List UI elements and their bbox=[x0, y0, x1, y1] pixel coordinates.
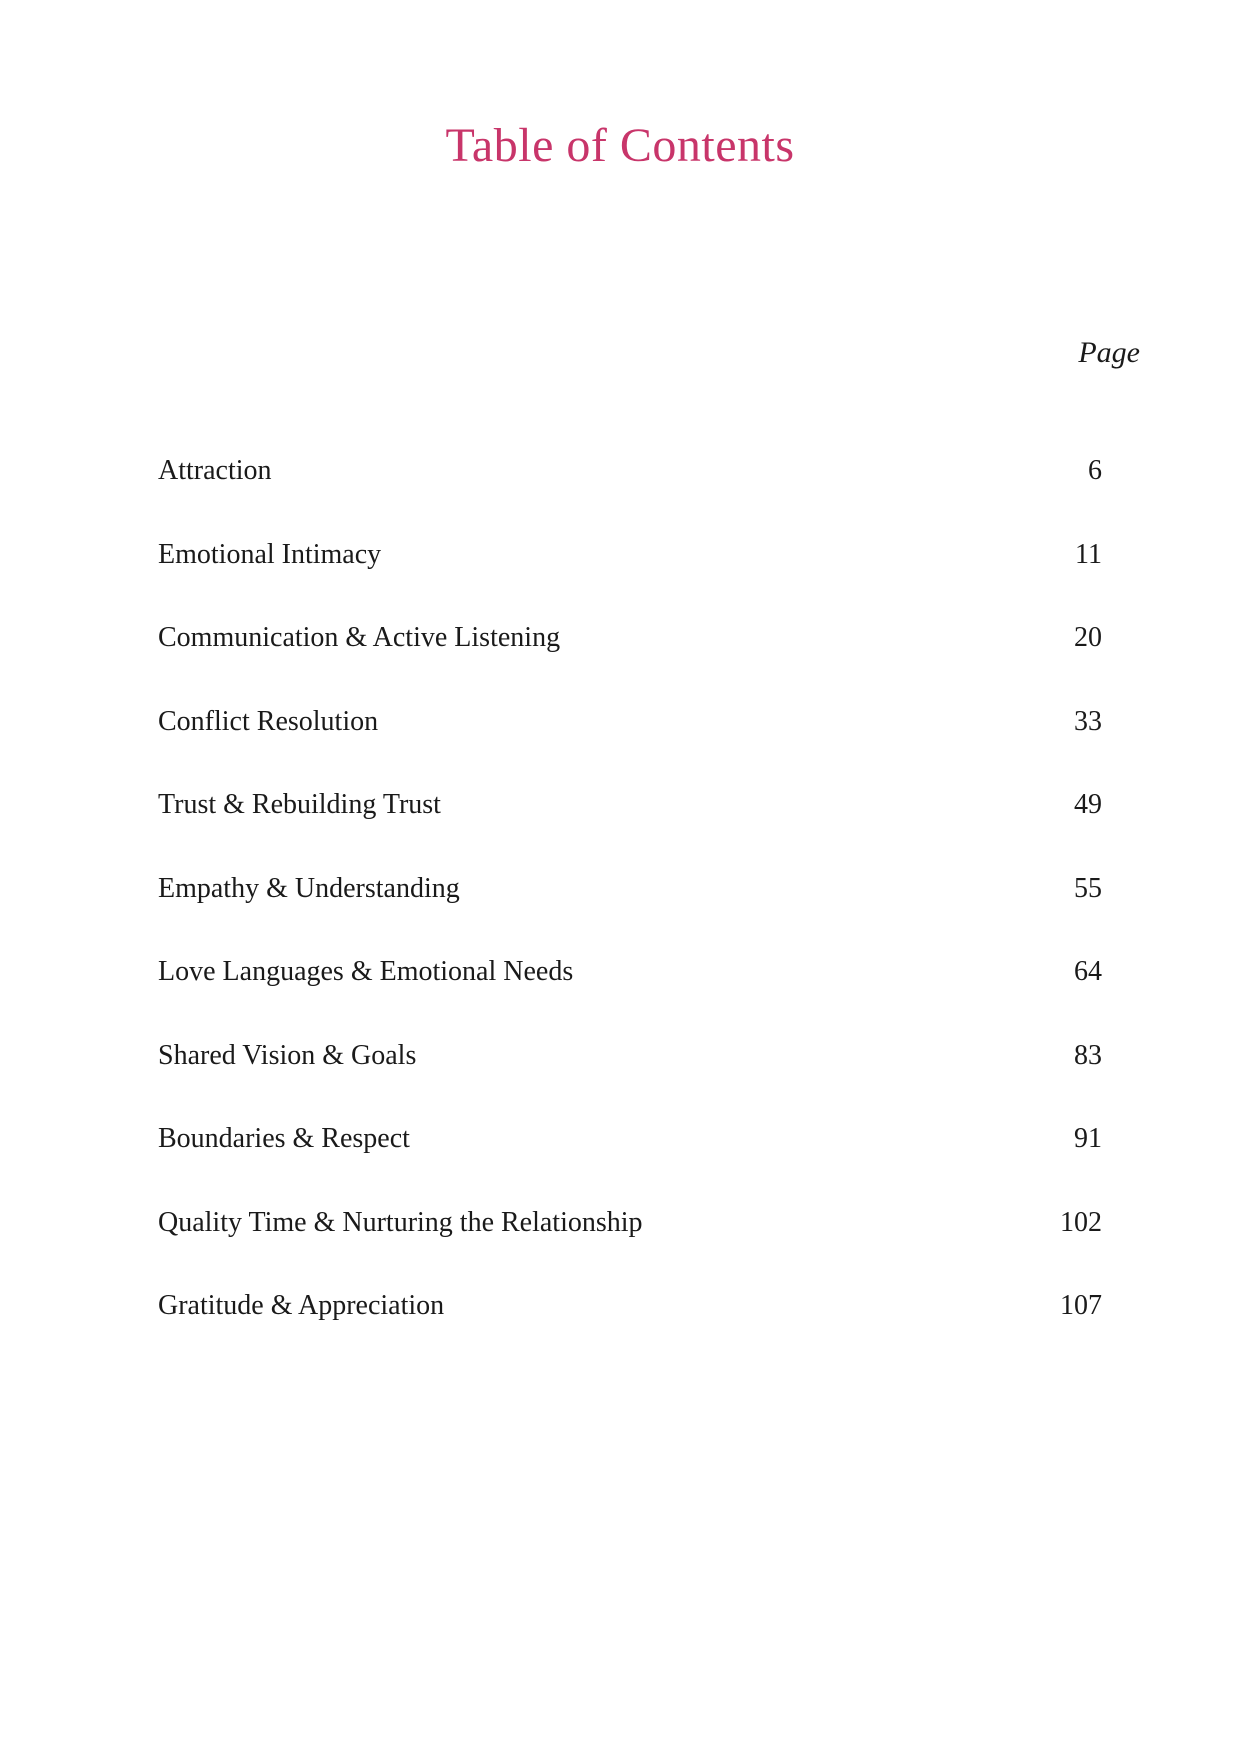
toc-entry-page: 107 bbox=[1060, 1290, 1102, 1321]
toc-entry-page: 11 bbox=[1075, 538, 1102, 570]
toc-entry-title: Empathy & Understanding bbox=[158, 872, 460, 904]
toc-entry-page: 102 bbox=[1060, 1206, 1102, 1238]
toc-entry[interactable] bbox=[158, 872, 1102, 956]
toc-entry-page: 64 bbox=[1074, 956, 1102, 987]
toc-entry-title: Emotional Intimacy bbox=[158, 538, 382, 570]
toc-entry[interactable] bbox=[158, 955, 1102, 1039]
toc-entry-page: 20 bbox=[1074, 622, 1102, 653]
toc-entry-page: 55 bbox=[1074, 872, 1102, 904]
toc-entry-title: Shared Vision & Goals bbox=[158, 1039, 417, 1071]
toc-entry[interactable] bbox=[158, 1289, 1102, 1373]
toc-entry-page: 49 bbox=[1074, 789, 1102, 820]
toc-entry-title: Conflict Resolution bbox=[158, 705, 379, 737]
toc-entry-page: 91 bbox=[1074, 1123, 1102, 1154]
page-column-header: Page bbox=[1078, 336, 1140, 369]
toc-entry[interactable] bbox=[158, 538, 1102, 622]
toc-entry-page: 83 bbox=[1074, 1039, 1102, 1071]
toc-entry-title: Attraction bbox=[158, 455, 272, 486]
toc-entry[interactable] bbox=[158, 1122, 1102, 1206]
toc-entry[interactable] bbox=[158, 705, 1102, 789]
toc-entry[interactable] bbox=[158, 621, 1102, 705]
toc-entry-page: 33 bbox=[1074, 705, 1102, 737]
toc-entry-title: Communication & Active Listening bbox=[158, 622, 561, 653]
toc-entry-title: Love Languages & Emotional Needs bbox=[158, 956, 574, 987]
toc-entry[interactable] bbox=[158, 788, 1102, 872]
toc-entry-title: Boundaries & Respect bbox=[158, 1123, 410, 1154]
toc-entry-page: 6 bbox=[1088, 455, 1102, 486]
toc-entry[interactable] bbox=[158, 454, 1102, 538]
toc-entry[interactable] bbox=[158, 1039, 1102, 1123]
page-title: Table of Contents bbox=[445, 119, 795, 172]
toc-entry-title: Trust & Rebuilding Trust bbox=[158, 789, 441, 820]
toc-entry-title: Quality Time & Nurturing the Relationship bbox=[158, 1206, 643, 1238]
toc-list bbox=[158, 454, 1102, 1373]
toc-entry-title: Gratitude & Appreciation bbox=[158, 1290, 445, 1321]
toc-entry[interactable] bbox=[158, 1206, 1102, 1290]
